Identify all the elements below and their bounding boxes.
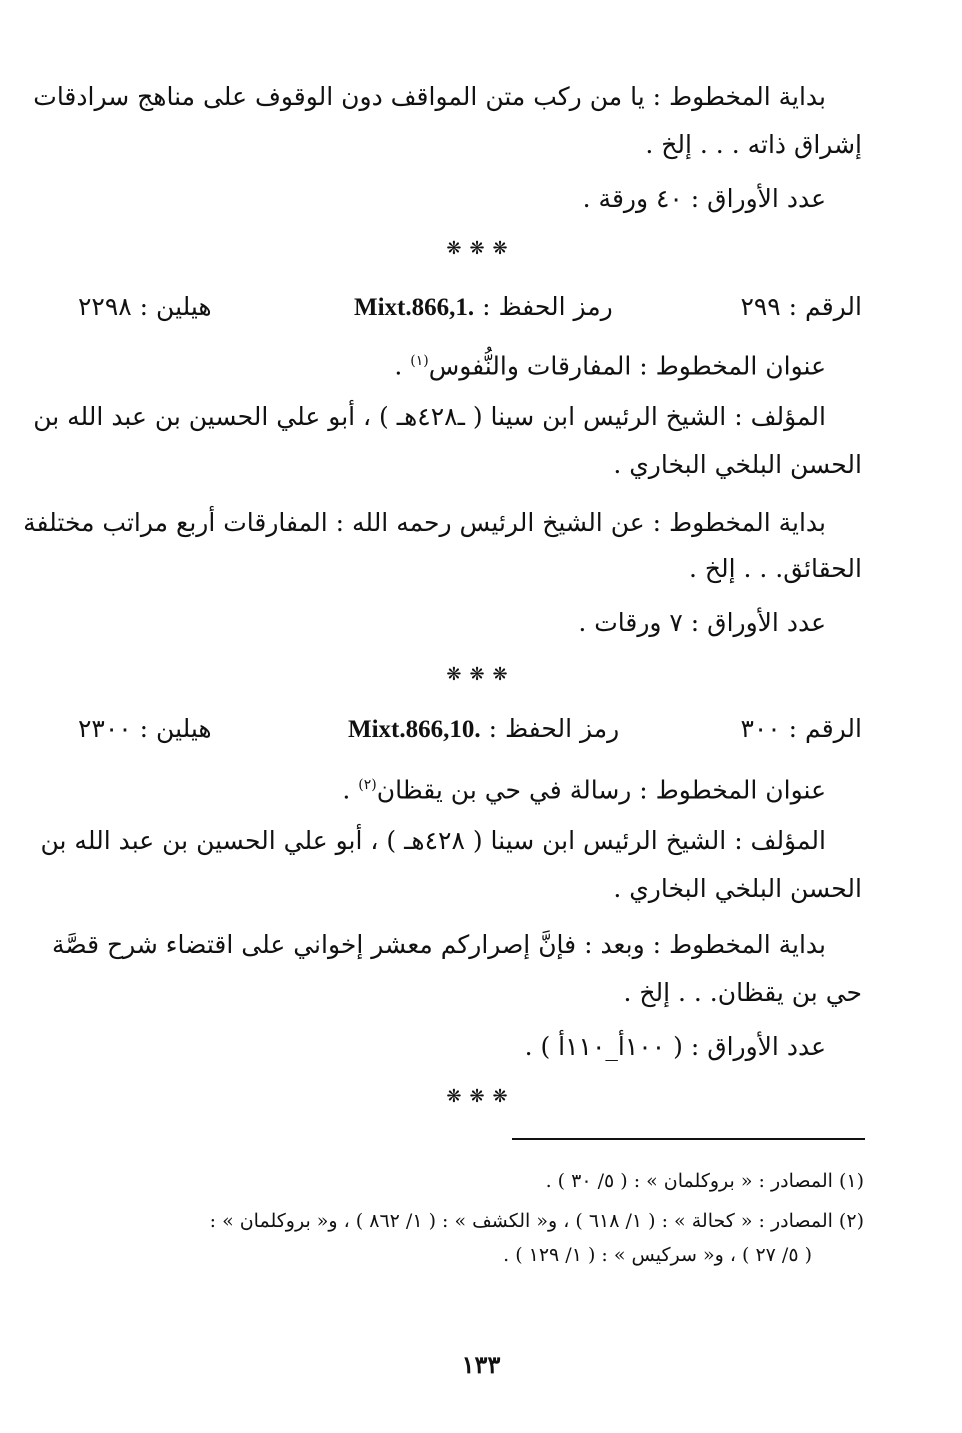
shelfmark-label: رمز الحفظ :	[488, 714, 620, 743]
page-number: ١٣٣	[461, 1350, 501, 1379]
title-text: عنوان المخطوط : رسالة في حي بن يقظان	[376, 775, 826, 805]
title-end: .	[394, 351, 411, 381]
folio-count: عدد الأوراق : ( ١٠٠أ_١١٠أ ) .	[524, 1032, 826, 1061]
shelfmark-label: رمز الحفظ :	[482, 292, 613, 321]
hellin-number: هيلين : ٢٣٠٠	[78, 714, 212, 743]
title-text: عنوان المخطوط : المفارقات والنُّفوس	[428, 351, 826, 381]
author-line: المؤلف : الشيخ الرئيس ابن سينا ( ـ٤٢٨هـ ) ، أبو علي الحسين بن عبد الله بن	[33, 402, 826, 431]
footnote-1: (١) المصادر : « بروكلمان » : ( ٥/ ٣٠ ) .	[545, 1170, 864, 1192]
folio-count: عدد الأوراق : ٧ ورقات .	[578, 608, 826, 637]
section-separator: ❋❋❋	[446, 664, 516, 685]
author-line: الحسن البلخي البخاري .	[613, 450, 862, 479]
incipit-line: إشراق ذاته . . . إلخ .	[645, 130, 862, 159]
manuscript-title	[342, 768, 826, 807]
author-line: الحسن البلخي البخاري .	[613, 874, 862, 903]
section-separator: ❋❋❋	[446, 1086, 516, 1107]
incipit-line: حي بن يقظان. . . إلخ .	[623, 978, 862, 1007]
hellin-number: هيلين : ٢٢٩٨	[78, 292, 212, 321]
footnote-rule	[512, 1138, 865, 1140]
shelfmark	[348, 712, 619, 747]
manuscript-title	[394, 344, 826, 383]
footnote-2: (٢) المصادر : « كحالة » : ( ١/ ٦١٨ ) ، و« الكشف » : ( ١/ ٨٦٢ ) ، و« بروكلمان » :	[209, 1210, 864, 1232]
folio-count: عدد الأوراق : ٤٠ ورقة .	[582, 184, 826, 213]
incipit-line: الحقائق. . . إلخ .	[688, 554, 862, 583]
section-separator: ❋❋❋	[446, 238, 516, 259]
shelfmark-code: Mixt.866,10.	[348, 716, 481, 743]
incipit-line: بداية المخطوط : وبعد : فإنَّ إصراركم معشر إخواني على اقتضاء شرح قصَّة	[52, 930, 826, 959]
incipit-line: بداية المخطوط : عن الشيخ الرئيس رحمه الله : المفارقات أربع مراتب مختلفة	[23, 508, 826, 537]
shelfmark	[354, 290, 613, 325]
footnote-2-continued: ( ٥/ ٢٧ ) ، و« سركيس » : ( ١/ ١٢٩ ) .	[503, 1244, 812, 1266]
incipit-line: بداية المخطوط : يا من ركب متن المواقف دون الوقوف على مناهج سرادقات	[33, 82, 826, 111]
shelfmark-code: Mixt.866,1.	[354, 294, 475, 321]
entry-number: الرقم : ٢٩٩	[740, 292, 862, 321]
footnote-ref: (٢)	[358, 777, 377, 793]
title-end: .	[342, 775, 359, 805]
entry-number: الرقم : ٣٠٠	[740, 714, 862, 743]
footnote-ref: (١)	[410, 353, 429, 369]
author-line: المؤلف : الشيخ الرئيس ابن سينا ( ٤٢٨هـ ) ، أبو علي الحسين بن عبد الله بن	[40, 826, 826, 855]
